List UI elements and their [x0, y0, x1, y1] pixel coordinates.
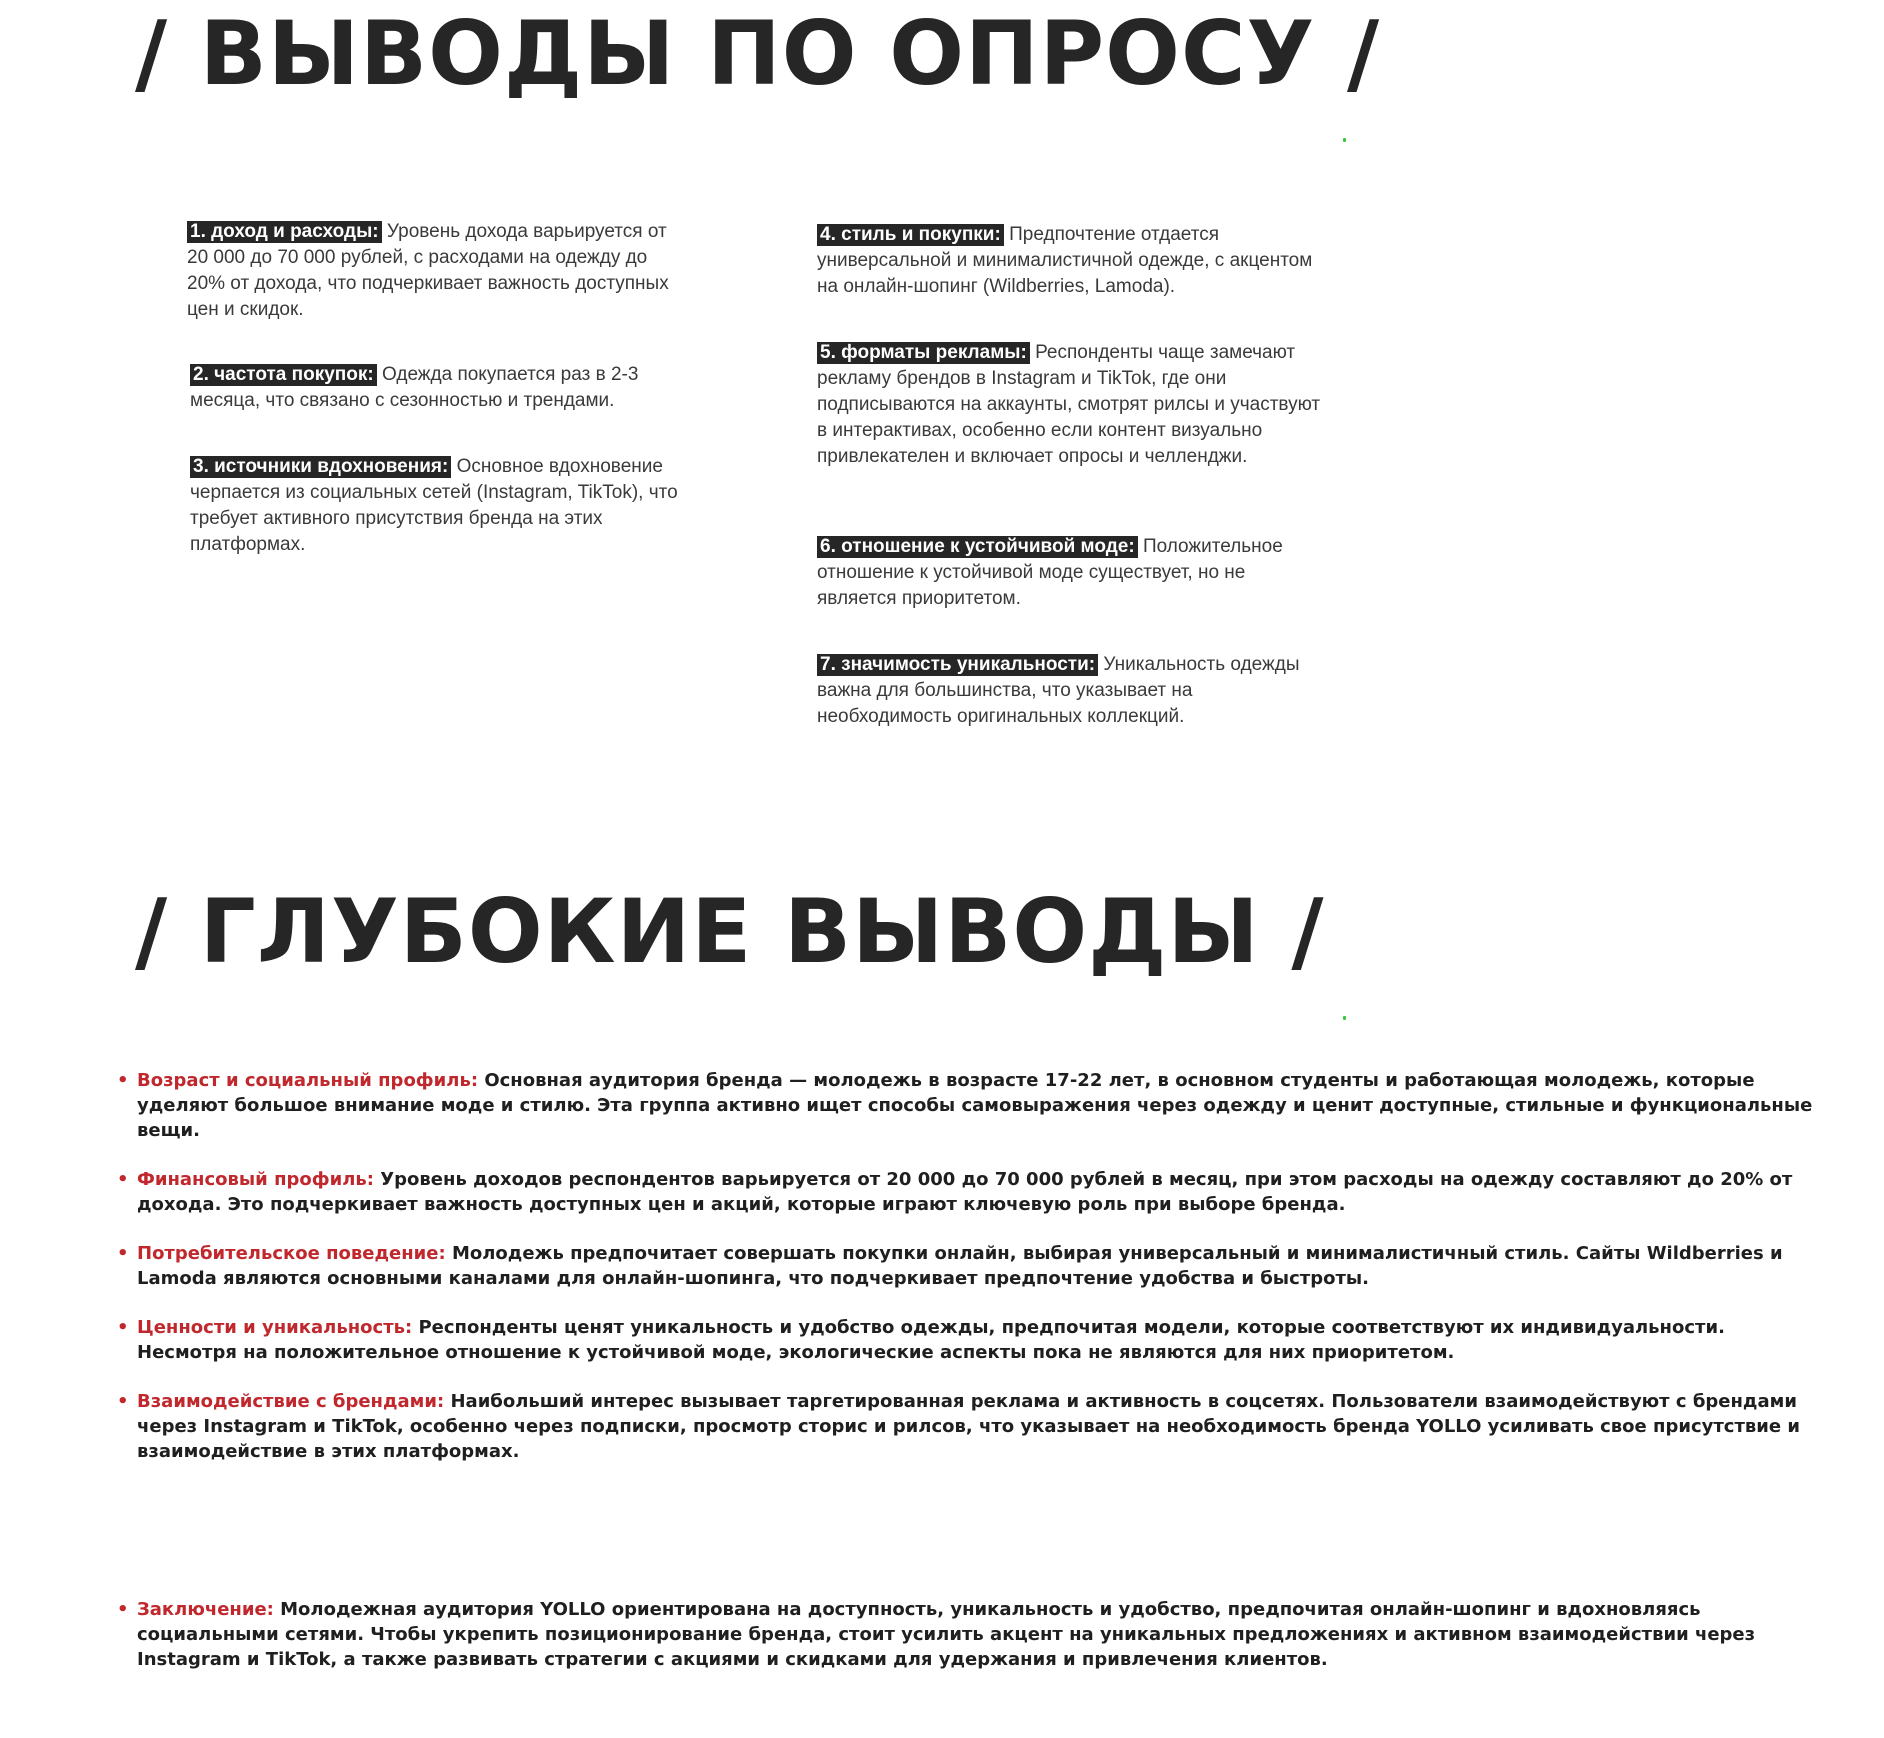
survey-item-label: 7. значимость уникальности:: [817, 654, 1098, 676]
survey-item-text: Основное вдохновение черпается из социальных сетей (Instagram, TikTok), что требует активного присутствия бренда на этих платформах.: [190, 456, 678, 555]
survey-item-text: Предпочтение отдается универсальной и минималистичной одежде, с акцентом на онлайн-шопинг (Wildberries, Lamoda).: [817, 224, 1313, 297]
list-item-key: Возраст и социальный профиль:: [137, 1070, 479, 1091]
survey-item-text: Положительное отношение к устойчивой моде существует, но не является приоритетом.: [817, 536, 1283, 609]
survey-item-style: [817, 222, 1317, 300]
list-item-text: Респонденты ценят уникальность и удобство одежды, предпочитая модели, которые соответствуют их индивидуальности. Несмотря на положительное отношение к устойчивой моде, экологические аспекты пока не являются для них приоритетом.: [137, 1317, 1725, 1363]
conclusion-list: [115, 1597, 1815, 1696]
list-item: [115, 1167, 1815, 1217]
bullet: •: [117, 1070, 129, 1091]
survey-item-uniqueness: [817, 652, 1317, 730]
list-item: [115, 1068, 1815, 1143]
survey-item-sustainable-fashion: [817, 534, 1327, 612]
decorative-dot: [1343, 1016, 1346, 1020]
conclusion-item: [115, 1597, 1815, 1672]
survey-item-inspiration: [190, 454, 700, 558]
list-item-text: Молодежь предпочитает совершать покупки онлайн, выбирая универсальный и минималистичный стиль. Сайты Wildberries и Lamoda являются основными каналами для онлайн-шопинга, что подчеркивает предпочтение удобства и быстроты.: [137, 1243, 1783, 1289]
bullet: •: [117, 1243, 129, 1264]
survey-item-text: Респонденты чаще замечают рекламу брендов в Instagram и TikTok, где они подписываются на аккаунты, смотрят рилсы и участвуют в интерактивах, особенно если контент визуально привлекателен и включает опросы и челленджи.: [817, 342, 1321, 467]
survey-item-label: 3. источники вдохновения:: [190, 456, 451, 478]
survey-item-label: 4. стиль и покупки:: [817, 224, 1004, 246]
survey-item-label: 1. доход и расходы:: [187, 221, 382, 243]
survey-item-income: [187, 219, 687, 323]
bullet: •: [117, 1317, 129, 1338]
list-item: [115, 1315, 1815, 1365]
bullet: •: [117, 1599, 129, 1620]
page-title-deep: / ГЛУБОКИЕ ВЫВОДЫ /: [135, 880, 1325, 983]
survey-item-frequency: [190, 362, 690, 414]
list-item-text: Уровень доходов респондентов варьируется от 20 000 до 70 000 рублей в месяц, при этом расходы на одежду составляют до 20% от дохода. Это подчеркивает важность доступных цен и акций, которые играют ключевую роль при выборе бренда.: [137, 1169, 1793, 1215]
list-item-key: Ценности и уникальность:: [137, 1317, 413, 1338]
survey-item-label: 5. форматы рекламы:: [817, 342, 1030, 364]
list-item-key: Финансовый профиль:: [137, 1169, 374, 1190]
decorative-dot: [1343, 138, 1346, 142]
list-item-text: Наибольший интерес вызывает таргетированная реклама и активность в соцсетях. Пользователи взаимодействуют с брендами через Instagram и TikTok, особенно через подписки, просмотр сторис и рилсов, что указывает на необходимость бренда YOLLO усиливать свое присутствие и взаимодействие в этих платформах.: [137, 1391, 1800, 1462]
survey-item-label: 6. отношение к устойчивой моде:: [817, 536, 1138, 558]
survey-item-text: Уровень дохода варьируется от 20 000 до 70 000 рублей, с расходами на одежду до 20% от дохода, что подчеркивает важность доступных цен и скидок.: [187, 221, 669, 320]
survey-item-ad-formats: [817, 340, 1327, 470]
list-item-key: Взаимодействие с брендами:: [137, 1391, 445, 1412]
deep-conclusions-list: [115, 1068, 1815, 1488]
conclusion-text: Молодежная аудитория YOLLO ориентирована на доступность, уникальность и удобство, предпочитая онлайн-шопинг и вдохновляясь социальными сетями. Чтобы укрепить позиционирование бренда, стоит усилить акцент на уникальных предложениях и активном взаимодействии через Instagram и TikTok, а также развивать стратегии с акциями и скидками для удержания и привлечения клиентов.: [137, 1599, 1756, 1670]
list-item: [115, 1389, 1815, 1464]
list-item-text: Основная аудитория бренда — молодежь в возрасте 17-22 лет, в основном студенты и работающая молодежь, которые уделяют большое внимание моде и стилю. Эта группа активно ищет способы самовыражения через одежду и ценит доступные, стильные и функциональные вещи.: [137, 1070, 1813, 1141]
bullet: •: [117, 1391, 129, 1412]
survey-item-text: Одежда покупается раз в 2-3 месяца, что связано с сезонностью и трендами.: [190, 364, 639, 411]
list-item-key: Потребительское поведение:: [137, 1243, 446, 1264]
survey-item-label: 2. частота покупок:: [190, 364, 377, 386]
bullet: •: [117, 1169, 129, 1190]
page-title-survey: / ВЫВОДЫ ПО ОПРОСУ /: [135, 2, 1381, 105]
conclusion-key: Заключение:: [137, 1599, 274, 1620]
survey-item-text: Уникальность одежды важна для большинства, что указывает на необходимость оригинальных коллекций.: [817, 654, 1300, 727]
list-item: [115, 1241, 1815, 1291]
